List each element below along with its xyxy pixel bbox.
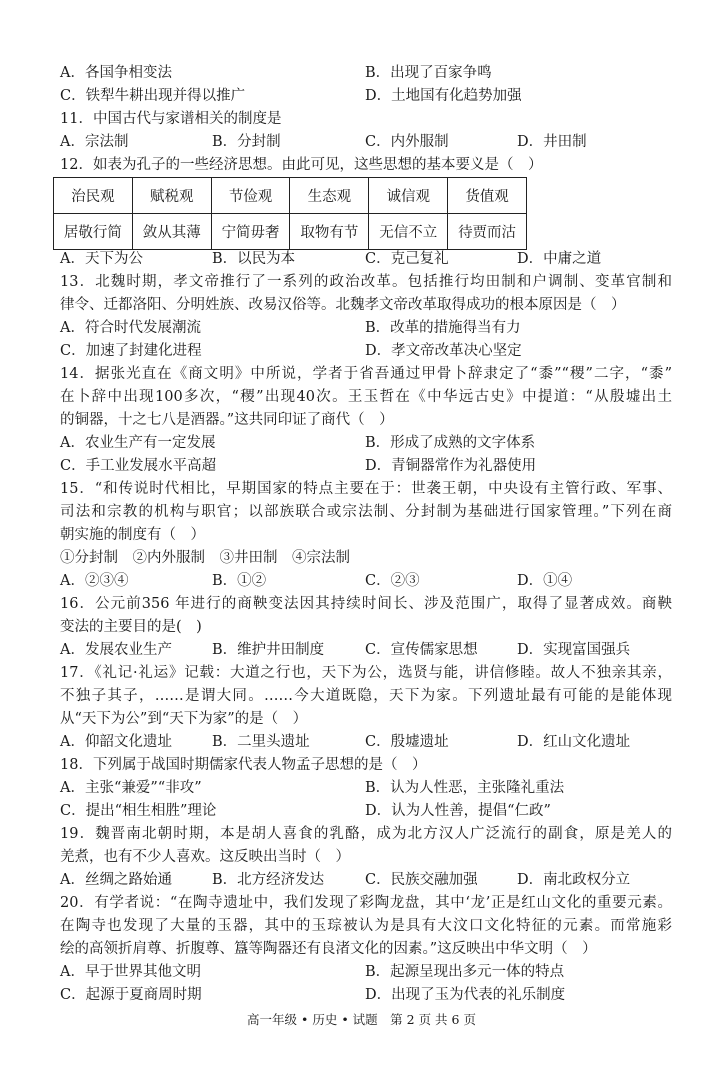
q18-option-c: C．提出“相生相胜”理论 — [60, 803, 217, 819]
q10-option-b: B．出现了百家争鸣 — [365, 65, 492, 81]
q19-option-c: C．民族交融加强 — [365, 872, 478, 888]
table-cell: 节俭观 — [211, 178, 290, 214]
q12-option-c: C．克己复礼 — [365, 251, 449, 267]
q18-option-a: A．主张“兼爱”“非攻” — [60, 780, 202, 796]
economic-thought-table — [53, 177, 527, 250]
q18-option-b: B．认为人性恶，主张隆礼重法 — [365, 780, 565, 796]
q19-option-d: D．南北政权分立 — [517, 872, 631, 888]
q14-option-a: A．农业生产有一定发展 — [60, 435, 216, 451]
q15-option-a: A．②③④ — [60, 573, 129, 589]
q12-stem: 12．如表为孔子的一些经济思想。由此可见，这些思想的基本要义是（ ） — [60, 157, 543, 173]
q14-stem-line-3: 的铜器，十之七八是酒器。”这共同印证了商代（ ） — [60, 412, 394, 428]
q11-option-b: B．分封制 — [212, 134, 281, 150]
q16-stem-line-2: 变法的主要目的是( ) — [60, 619, 202, 635]
q17-stem-line-2: 不独子其子，……是谓大同。……今大道既隐，天下为家。下列遗址最有可能的是能体现 — [60, 688, 672, 704]
table-row — [54, 214, 527, 250]
q14-option-b: B．形成了成熟的文字体系 — [365, 435, 536, 451]
q15-option-c: C．②③ — [365, 573, 420, 589]
q15-option-d: D．①④ — [517, 573, 573, 589]
q11-stem: 11．中国古代与家谱相关的制度是 — [60, 111, 282, 127]
q20-option-a: A．早于世界其他文明 — [60, 964, 201, 980]
q15-items: ①分封制 ②内外服制 ③井田制 ④宗法制 — [60, 550, 350, 566]
q19-stem-line-2: 羌煮，也有不少人喜欢。这反映出当时（ ） — [60, 849, 350, 865]
page-footer: 高一年级 • 历史 • 试题 第 2 页 共 6 页 — [247, 1012, 476, 1027]
q10-option-d: D．土地国有化趋势加强 — [365, 88, 522, 104]
q13-option-c: C．加速了封建化进程 — [60, 343, 202, 359]
table-cell: 生态观 — [290, 178, 369, 214]
q15-stem-line-3: 朝实施的制度有（ ） — [60, 527, 205, 543]
q18-option-d: D．认为人性善，提倡“仁政” — [365, 803, 551, 819]
q13-option-d: D．孝文帝改革决心坚定 — [365, 343, 522, 359]
q15-stem-line-1: 15．“和传说时代相比，早期国家的特点主要在于：世袭王朝，中央设有主管行政、军事、 — [60, 481, 672, 497]
table-cell: 居敬行简 — [54, 214, 133, 250]
q11-option-a: A．宗法制 — [60, 134, 129, 150]
q20-option-b: B．起源呈现出多元一体的特点 — [365, 964, 565, 980]
q17-option-a: A．仰韶文化遗址 — [60, 734, 172, 750]
q12-option-d: D．中庸之道 — [517, 251, 602, 267]
q18-stem: 18．下列属于战国时期儒家代表人物孟子思想的是（ ） — [60, 757, 427, 773]
q20-stem-line-1: 20．有学者说：“在陶寺遗址中，我们发现了彩陶龙盘，其中‘龙’正是红山文化的重要元素。 — [60, 895, 672, 911]
q16-option-d: D．实现富国强兵 — [517, 642, 631, 658]
q17-option-c: C．殷墟遗址 — [365, 734, 449, 750]
q16-option-a: A．发展农业生产 — [60, 642, 172, 658]
table-cell: 无信不立 — [369, 214, 448, 250]
q16-stem-line-1: 16．公元前356 年进行的商鞅变法因其持续时间长、涉及范围广，取得了显著成效。商鞅 — [60, 596, 672, 612]
q20-option-c: C．起源于夏商周时期 — [60, 987, 202, 1003]
table-cell: 待贾而沽 — [448, 214, 527, 250]
q14-option-c: C．手工业发展水平高超 — [60, 458, 217, 474]
table-cell: 赋税观 — [132, 178, 211, 214]
q14-stem-line-1: 14．据张光直在《商文明》中所说，学者于省吾通过甲骨卜辞隶定了“黍”“稷”二字，“黍” — [60, 366, 672, 382]
q11-option-d: D．井田制 — [517, 134, 587, 150]
q17-stem-line-3: 从“天下为公”到“天下为家”的是（ ） — [60, 711, 308, 727]
q14-option-d: D．青铜器常作为礼器使用 — [365, 458, 537, 474]
q12-option-b: B．以民为本 — [212, 251, 296, 267]
q13-option-a: A．符合时代发展潮流 — [60, 320, 201, 336]
table-cell: 治民观 — [54, 178, 133, 214]
q13-stem-line-1: 13．北魏时期，孝文帝推行了一系列的政治改革。包括推行均田制和户调制、变革官制和 — [60, 274, 672, 290]
table-cell: 宁简毋奢 — [211, 214, 290, 250]
q19-option-b: B．北方经济发达 — [212, 872, 325, 888]
q20-stem-line-2: 在陶寺也发现了大量的玉器，其中的玉琮被认为是具有大汶口文化特征的元素。而常施彩 — [60, 918, 672, 934]
q12-option-a: A．天下为公 — [60, 251, 143, 267]
q14-stem-line-2: 在卜辞中出现100多次，“稷”出现40次。王玉哲在《中华远古史》中提道：“从殷墟出土 — [60, 389, 672, 405]
q17-option-b: B．二里头遗址 — [212, 734, 310, 750]
q10-option-a: A．各国争相变法 — [60, 65, 172, 81]
q20-stem-line-3: 绘的高领折肩尊、折腹尊、簋等陶器还有良渚文化的因素。”这反映出中华文明（ ） — [60, 941, 597, 957]
q15-option-b: B．①② — [212, 573, 267, 589]
table-cell: 取物有节 — [290, 214, 369, 250]
q16-option-b: B．维护井田制度 — [212, 642, 325, 658]
table-cell: 敛从其薄 — [132, 214, 211, 250]
q10-option-c: C．铁犁牛耕出现并得以推广 — [60, 88, 246, 104]
q19-option-a: A．丝绸之路始通 — [60, 872, 172, 888]
q13-stem-line-2: 律令、迁都洛阳、分明姓族、改易汉俗等。北魏孝文帝改革取得成功的根本原因是（ ） — [60, 297, 626, 313]
q15-stem-line-2: 司法和宗教的机构与职官；以部族联合或宗法制、分封制为基础进行国家管理。”下列在商 — [60, 504, 672, 520]
q19-stem-line-1: 19．魏晋南北朝时期，本是胡人喜食的乳酪，成为北方汉人广泛流行的副食，原是羌人的 — [60, 826, 672, 842]
q20-option-d: D．出现了玉为代表的礼乐制度 — [365, 987, 566, 1003]
q16-option-c: C．宣传儒家思想 — [365, 642, 478, 658]
q11-option-c: C．内外服制 — [365, 134, 449, 150]
table-header-row — [54, 178, 527, 214]
table-cell: 货值观 — [448, 178, 527, 214]
q13-option-b: B．改革的措施得当有力 — [365, 320, 521, 336]
table-cell: 诚信观 — [369, 178, 448, 214]
q17-option-d: D．红山文化遗址 — [517, 734, 631, 750]
q17-stem-line-1: 17．《礼记·礼运》记载：大道之行也，天下为公，选贤与能，讲信修睦。故人不独亲其亲， — [60, 665, 672, 681]
